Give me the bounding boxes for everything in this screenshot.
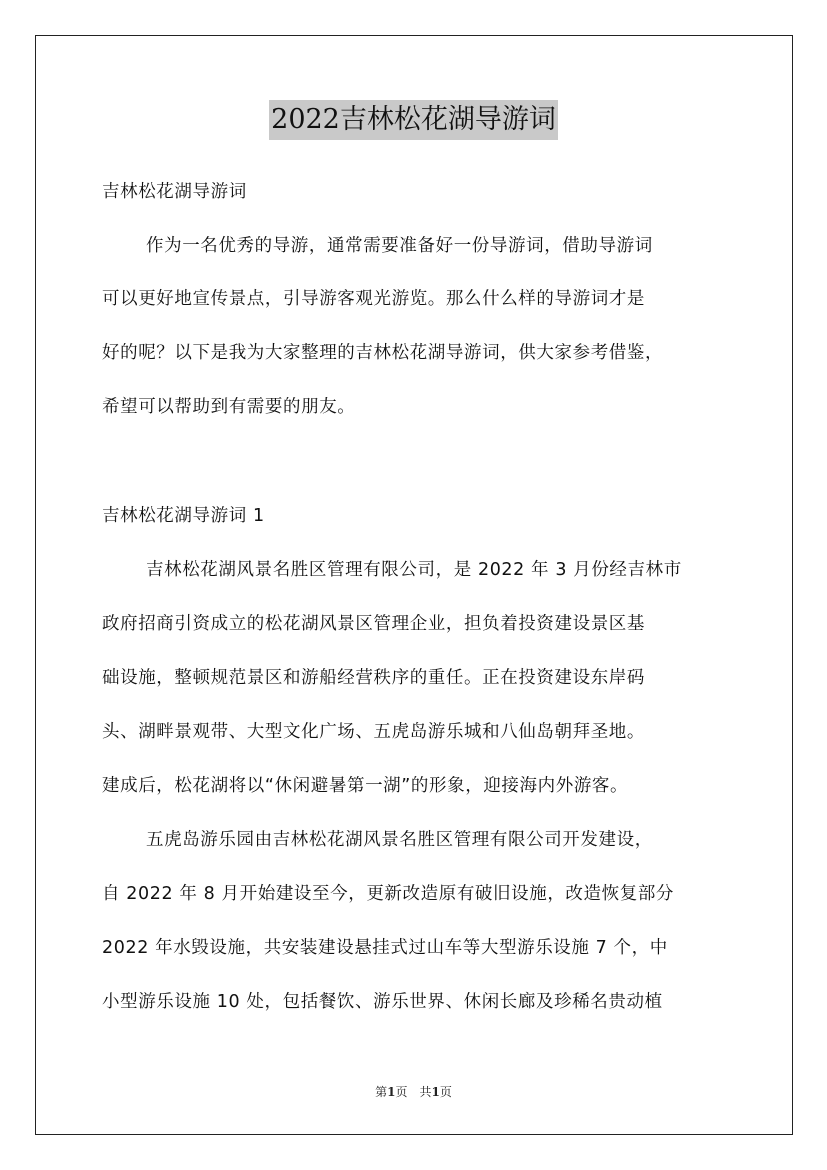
para1-line: 吉林松花湖风景名胜区管理有限公司，是 2022 年 3 月份经吉林市 bbox=[146, 560, 682, 580]
title-container bbox=[0, 100, 827, 140]
intro-line: 好的呢？以下是我为大家整理的吉林松花湖导游词，供大家参考借鉴， bbox=[102, 343, 664, 363]
section-heading: 吉林松花湖导游词 1 bbox=[102, 506, 265, 526]
page-total: 1 bbox=[431, 1085, 440, 1099]
document-title: 2022吉林松花湖导游词 bbox=[269, 100, 558, 140]
para2-line: 五虎岛游乐园由吉林松花湖风景名胜区管理有限公司开发建设， bbox=[146, 830, 653, 850]
para2-line: 小型游乐设施 10 处，包括餐饮、游乐世界、休闲长廊及珍稀名贵动植 bbox=[102, 992, 663, 1012]
para2-line: 2022 年水毁设施，共安装建设悬挂式过山车等大型游乐设施 7 个，中 bbox=[102, 938, 668, 958]
page-current: 1 bbox=[387, 1085, 396, 1099]
para2-line: 自 2022 年 8 月开始建设至今，更新改造原有破旧设施，改造恢复部分 bbox=[102, 884, 675, 904]
intro-line: 希望可以帮助到有需要的朋友。 bbox=[102, 397, 356, 417]
page-label-mid: 页 共 bbox=[395, 1085, 432, 1099]
intro-line: 作为一名优秀的导游，通常需要准备好一份导游词，借助导游词 bbox=[146, 236, 653, 256]
intro-line: 可以更好地宣传景点，引导游客观光游览。那么什么样的导游词才是 bbox=[102, 289, 645, 309]
para1-line: 头、湖畔景观带、大型文化广场、五虎岛游乐城和八仙岛朝拜圣地。 bbox=[102, 722, 645, 742]
subtitle: 吉林松花湖导游词 bbox=[102, 182, 247, 202]
para1-line: 政府招商引资成立的松花湖风景区管理企业，担负着投资建设景区基 bbox=[102, 614, 645, 634]
para1-line: 础设施，整顿规范景区和游船经营秩序的重任。正在投资建设东岸码 bbox=[102, 668, 645, 688]
para1-line: 建成后，松花湖将以“休闲避暑第一湖”的形象，迎接海内外游客。 bbox=[102, 776, 629, 796]
page-footer bbox=[0, 1083, 827, 1100]
page-label-prefix: 第 bbox=[375, 1085, 388, 1099]
page-label-suffix: 页 bbox=[439, 1085, 452, 1099]
